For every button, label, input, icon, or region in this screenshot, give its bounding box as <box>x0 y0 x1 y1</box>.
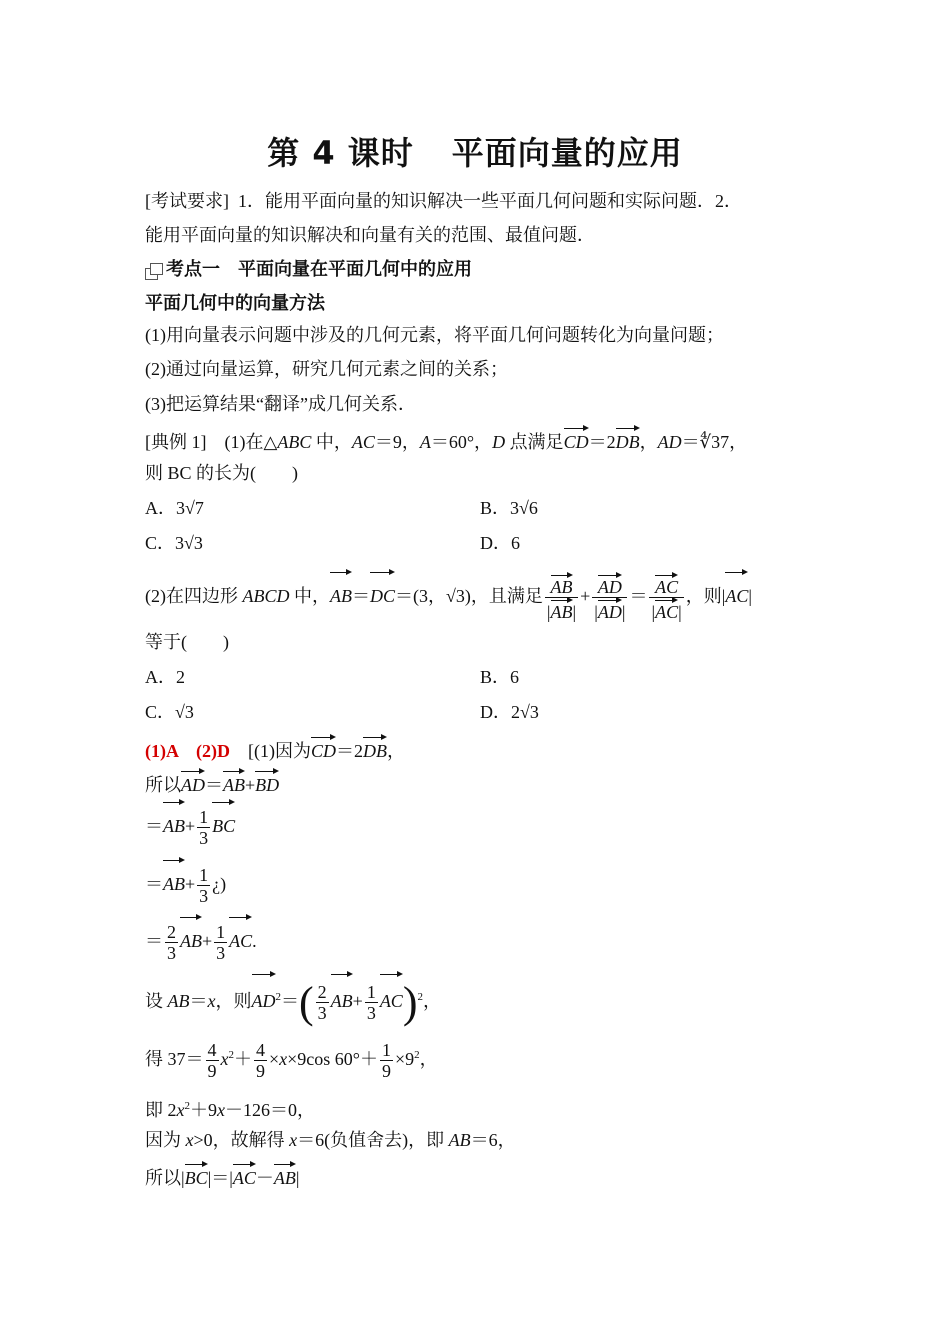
answer-line-7: 得 37＝ $\frac{4}{9}$ $x^2+$ $\frac{4}{9}$ ×x×9cos 60°＋ $\frac{1}{9}$ $\times 9^2$， <box>145 1040 438 1082</box>
q2-option-d: D．2√3 <box>480 702 539 722</box>
section-heading: 考点一 平面向量在平面几何中的应用 <box>145 257 472 281</box>
answer-line-3: ＝AB+ $\frac{1}{3}$ BC <box>145 800 235 848</box>
q1-option-c: C．3√3 <box>145 533 203 553</box>
q2-option-a: A．2 <box>145 667 185 687</box>
method-step-2: (2)通过向量运算，研究几何元素之间的关系； <box>145 359 508 379</box>
method-step-3: (3)把运算结果“翻译”成几何关系． <box>145 394 416 414</box>
q1-option-a: A．3√7 <box>145 498 204 518</box>
requirement-line-1: [考试要求] 1．能用平面向量的知识解决一些平面几何问题和实际问题．2． <box>145 191 742 211</box>
answer-line-6: 设 AB＝x，则$AD^2=$( $\frac{2}{3}$ AB+ $\frac{1}{3}$ AC)$^2$， <box>145 972 441 1028</box>
q2-option-c: C．√3 <box>145 702 194 722</box>
example-q1-tail: 则 BC 的长为( ) <box>145 463 298 483</box>
method-heading: 平面几何中的向量方法 <box>145 293 325 313</box>
answer-line-2: 所以AD＝AB+BD <box>145 769 279 797</box>
q1-option-b: B．3√6 <box>480 498 538 518</box>
example-q2-line: (2)在四边形 ABCD 中，AB＝DC＝(3，√3)，且满足 $\frac{AB}{|AB|}$ + $\frac{AD}{|AD|}$ ＝ $\frac{AC}{|AC|}$ ，则|AC| <box>145 570 752 622</box>
q2-option-b: B．6 <box>480 667 520 687</box>
method-step-1: (1)用向量表示问题中涉及的几何元素，将平面几何问题转化为向量问题； <box>145 325 724 345</box>
answer-line-9: 因为 x>0，故解得 x＝6(负值舍去)，即 AB＝6， <box>145 1130 516 1150</box>
requirement-line-2: 能用平面向量的知识解决和向量有关的范围、最值问题． <box>145 225 595 245</box>
q1-option-d: D．6 <box>480 533 520 553</box>
answer-line-1: (1)A (2)D [(1)因为CD＝2DB， <box>145 735 405 763</box>
page-title: 第 4 课时 平面向量的应用 <box>267 134 683 172</box>
answer-line-4: ＝AB+ $\frac{1}{3}$ ¿) <box>145 858 226 906</box>
answer-line-8: 即 $2x^2+9x-126=0$， <box>145 1100 315 1120</box>
answer-line-10: 所以|BC|＝|AC－AB| <box>145 1162 299 1190</box>
example-q2-tail: 等于( ) <box>145 632 229 652</box>
example-q1-line: [典例 1] (1)在△ABC 中，AC＝9，A＝60°，D 点满足CD＝2DB，AD＝∜37， <box>145 426 747 454</box>
answer-line-5: ＝ $\frac{2}{3}$ AB+ $\frac{1}{3}$ AC. <box>145 915 257 963</box>
example-label: [典例 1] <box>145 432 207 452</box>
answer-label: (1)A (2)D <box>145 741 230 761</box>
section-icon <box>145 263 163 279</box>
